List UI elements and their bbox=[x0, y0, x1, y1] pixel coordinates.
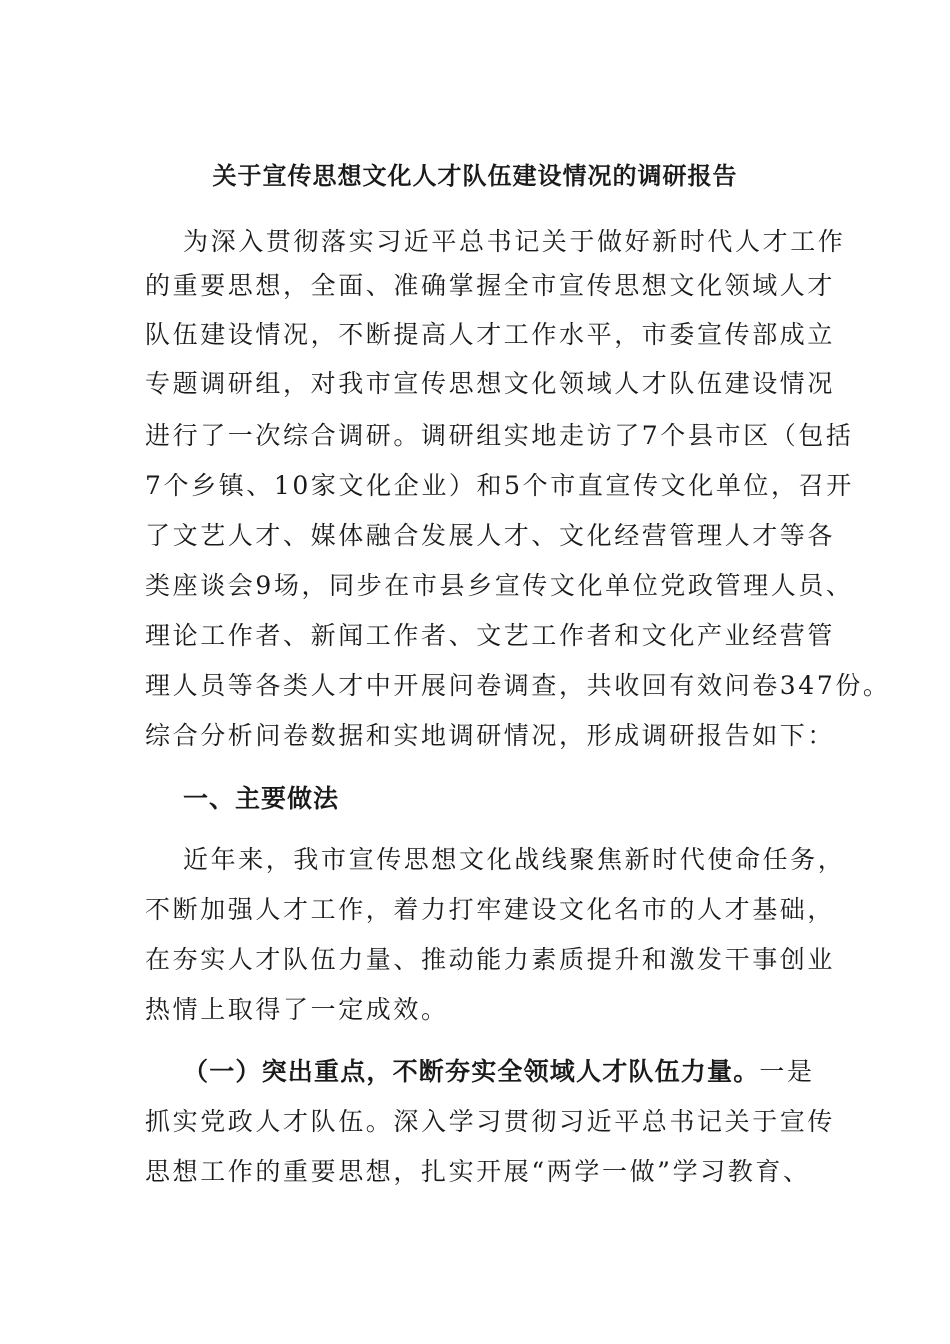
subsection-heading: （一）突出重点，不断夯实全领域人才队伍力量。 bbox=[183, 1057, 760, 1086]
intro-line-6: 7个乡镇、10家文化企业）和5个市直宣传文化单位，召开 bbox=[145, 471, 854, 500]
subsection-first-line bbox=[183, 1052, 815, 1092]
intro-line-10: 理人员等各类人才中开展问卷调查，共收回有效问卷347份。 bbox=[145, 671, 891, 700]
section1-line-1: 近年来，我市宣传思想文化战线聚焦新时代使命任务， bbox=[183, 845, 846, 874]
intro-line-7: 了文艺人才、媒体融合发展人才、文化经营管理人才等各 bbox=[145, 521, 836, 550]
section1-line-3: 在夯实人才队伍力量、推动能力素质提升和激发干事创业 bbox=[145, 945, 836, 974]
section-heading: 一、主要做法 bbox=[183, 784, 340, 813]
intro-line-11: 综合分析问卷数据和实地调研情况，形成调研报告如下： bbox=[145, 721, 836, 750]
intro-line-5: 进行了一次综合调研。调研组实地走访了7个县市区（包括 bbox=[145, 421, 854, 450]
document-title: 关于宣传思想文化人才队伍建设情况的调研报告 bbox=[212, 161, 738, 190]
intro-line-9: 理论工作者、新闻工作者、文艺工作者和文化产业经营管 bbox=[145, 621, 836, 650]
section1-line-2: 不断加强人才工作，着力打牢建设文化名市的人才基础， bbox=[145, 895, 836, 924]
intro-line-4: 专题调研组，对我市宣传思想文化领域人才队伍建设情况 bbox=[145, 369, 836, 398]
intro-line-3: 队伍建设情况，不断提高人才工作水平，市委宣传部成立 bbox=[145, 320, 836, 349]
intro-line-2: 的重要思想，全面、准确掌握全市宣传思想文化领域人才 bbox=[145, 271, 836, 300]
subsection-line-3: 思想工作的重要思想，扎实开展“两学一做”学习教育、 bbox=[145, 1157, 811, 1186]
intro-line-1: 为深入贯彻落实习近平总书记关于做好新时代人才工作 bbox=[183, 227, 846, 256]
intro-line-8: 类座谈会9场，同步在市县乡宣传文化单位党政管理人员、 bbox=[145, 571, 854, 600]
section1-line-4: 热情上取得了一定成效。 bbox=[145, 995, 449, 1024]
subsection-line-2: 抓实党政人才队伍。深入学习贯彻习近平总书记关于宣传 bbox=[145, 1107, 836, 1136]
subsection-lead: 一是 bbox=[759, 1057, 815, 1086]
